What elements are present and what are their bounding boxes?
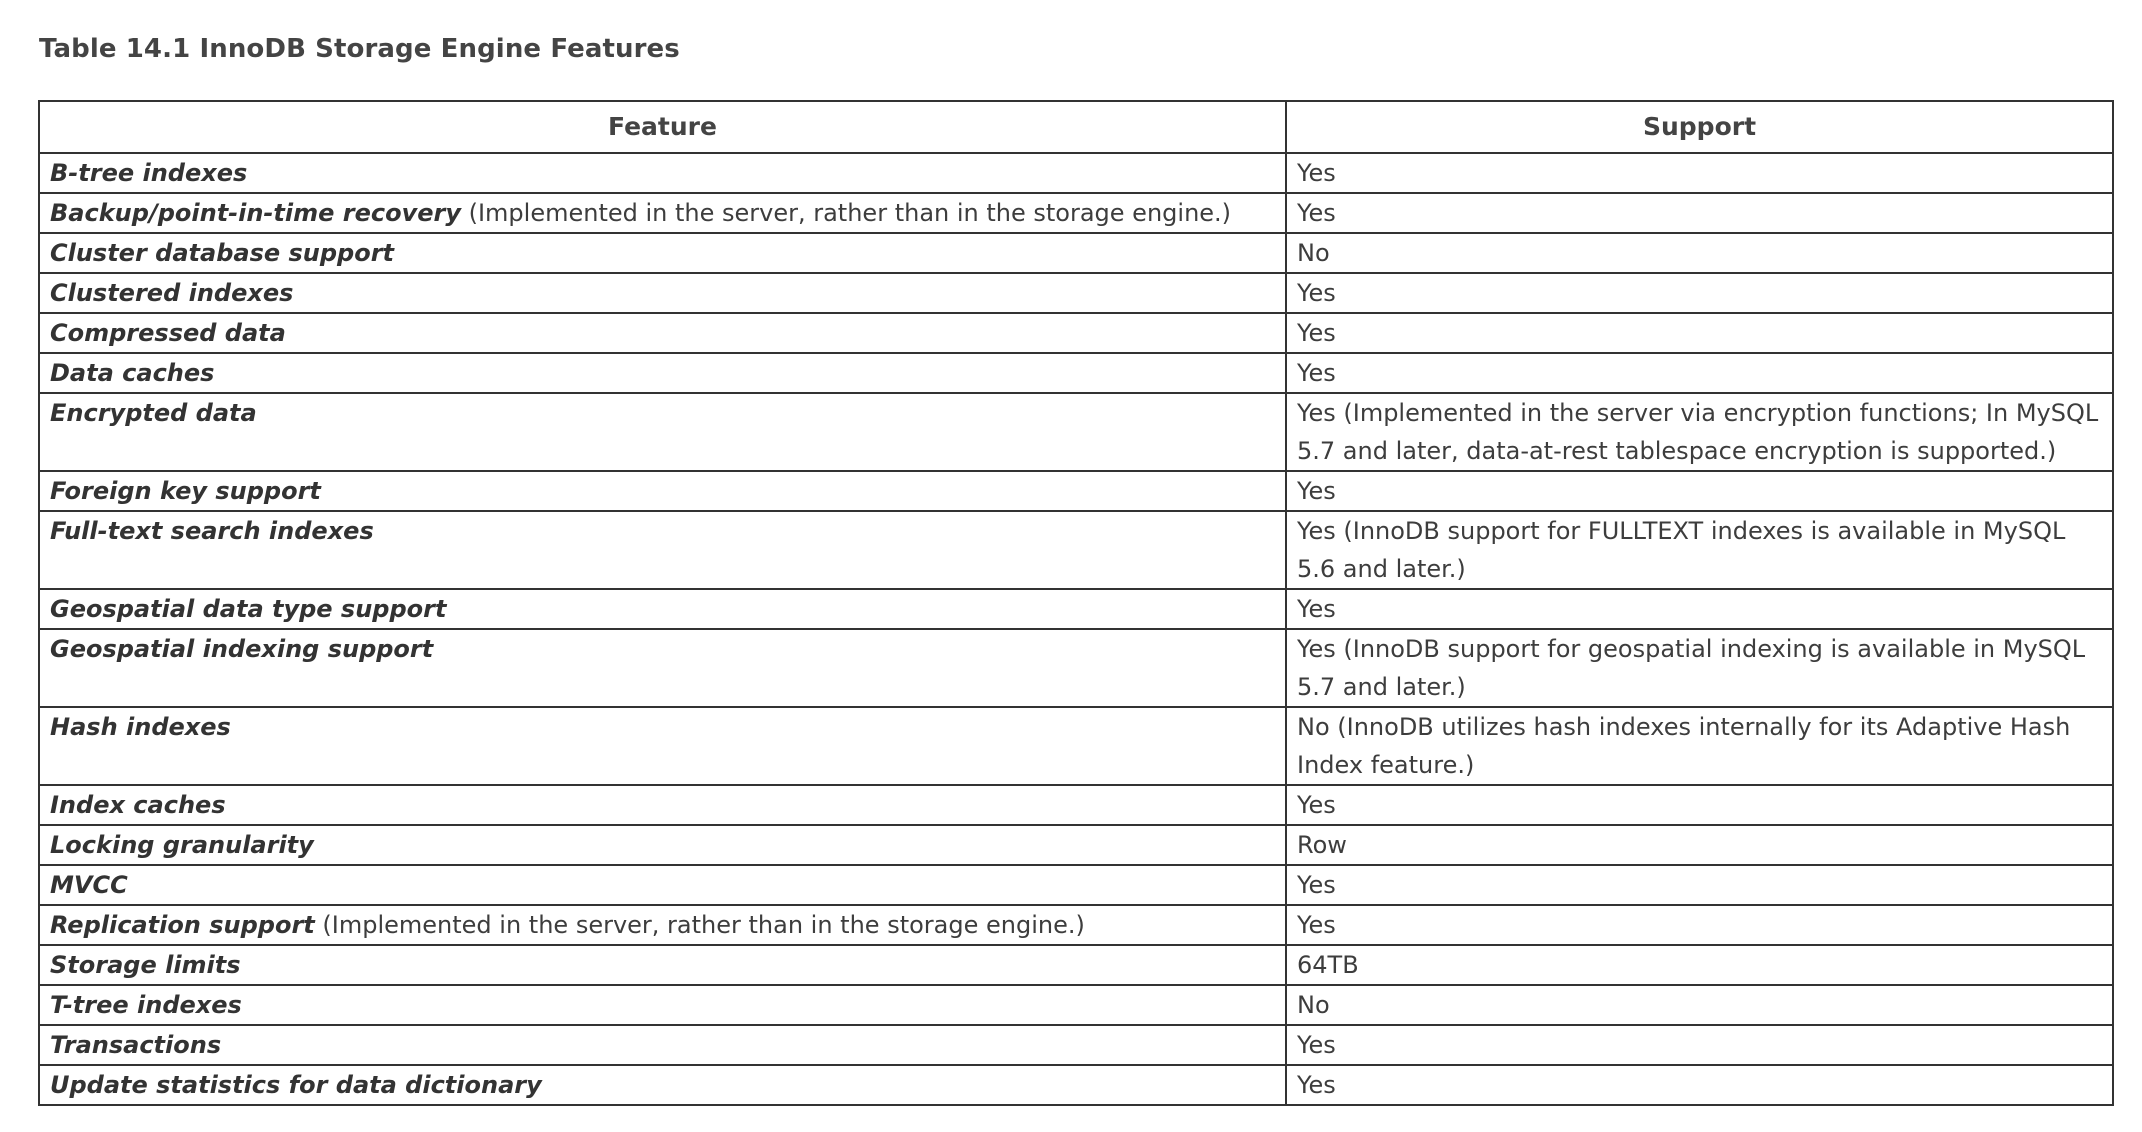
feature-name: T-tree indexes: [50, 991, 242, 1019]
table-row: [39, 865, 2113, 905]
support-cell: Yes (InnoDB support for geospatial indexing is available in MySQL 5.7 and later.): [1286, 629, 2113, 707]
feature-cell: [39, 193, 1286, 233]
feature-note: (Implemented in the server, rather than in the storage engine.): [314, 911, 1085, 939]
feature-cell: [39, 707, 1286, 785]
feature-name: Data caches: [50, 359, 215, 387]
table-row: [39, 589, 2113, 629]
feature-name: Replication support: [50, 911, 315, 939]
support-cell: Yes (Implemented in the server via encryption functions; In MySQL 5.7 and later, data-at-rest tablespace encryption is supported.): [1286, 393, 2113, 471]
support-cell: 64TB: [1286, 945, 2113, 985]
feature-cell: [39, 233, 1286, 273]
feature-name: Clustered indexes: [50, 279, 294, 307]
table-row: [39, 825, 2113, 865]
table-body: [39, 153, 2113, 1105]
feature-name: Geospatial data type support: [50, 595, 447, 623]
feature-cell: [39, 589, 1286, 629]
support-cell: Yes: [1286, 865, 2113, 905]
table-row: [39, 629, 2113, 707]
support-cell: No (InnoDB utilizes hash indexes internally for its Adaptive Hash Index feature.): [1286, 707, 2113, 785]
table-row: [39, 233, 2113, 273]
feature-name: Compressed data: [50, 319, 286, 347]
feature-name: Update statistics for data dictionary: [50, 1071, 542, 1099]
feature-note: (Implemented in the server, rather than in the storage engine.): [460, 199, 1232, 227]
support-cell: Yes: [1286, 1025, 2113, 1065]
feature-cell: [39, 1065, 1286, 1105]
feature-cell: [39, 353, 1286, 393]
support-cell: Yes: [1286, 273, 2113, 313]
table-row: [39, 353, 2113, 393]
table-row: [39, 193, 2113, 233]
feature-name: Hash indexes: [50, 713, 231, 741]
feature-name: Full-text search indexes: [50, 517, 374, 545]
feature-cell: [39, 273, 1286, 313]
table-row: [39, 313, 2113, 353]
table-row: [39, 905, 2113, 945]
table-row: [39, 707, 2113, 785]
support-cell: No: [1286, 233, 2113, 273]
support-cell: Yes (InnoDB support for FULLTEXT indexes is available in MySQL 5.6 and later.): [1286, 511, 2113, 589]
feature-name: Backup/point-in-time recovery: [50, 199, 461, 227]
feature-cell: [39, 825, 1286, 865]
feature-cell: [39, 865, 1286, 905]
column-header-feature: Feature: [39, 101, 1286, 153]
support-cell: Yes: [1286, 153, 2113, 193]
feature-cell: [39, 985, 1286, 1025]
feature-name: Foreign key support: [50, 477, 321, 505]
feature-name: Locking granularity: [50, 831, 314, 859]
table-row: [39, 945, 2113, 985]
feature-cell: [39, 393, 1286, 471]
table-row: [39, 393, 2113, 471]
support-cell: Row: [1286, 825, 2113, 865]
feature-name: MVCC: [50, 871, 128, 899]
table-caption: Table 14.1 InnoDB Storage Engine Features: [39, 34, 680, 64]
table-row: [39, 1025, 2113, 1065]
table-row: [39, 153, 2113, 193]
feature-cell: [39, 1025, 1286, 1065]
feature-name: Index caches: [50, 791, 226, 819]
support-cell: Yes: [1286, 471, 2113, 511]
feature-cell: [39, 153, 1286, 193]
feature-cell: [39, 785, 1286, 825]
feature-name: Storage limits: [50, 951, 241, 979]
support-cell: Yes: [1286, 353, 2113, 393]
support-cell: Yes: [1286, 1065, 2113, 1105]
table-row: [39, 785, 2113, 825]
feature-name: Encrypted data: [50, 399, 257, 427]
features-table: [38, 100, 2114, 1106]
table-row: [39, 985, 2113, 1025]
table-row: [39, 511, 2113, 589]
support-cell: Yes: [1286, 313, 2113, 353]
support-cell: Yes: [1286, 193, 2113, 233]
feature-name: B-tree indexes: [50, 159, 248, 187]
table-row: [39, 1065, 2113, 1105]
feature-cell: [39, 511, 1286, 589]
feature-cell: [39, 905, 1286, 945]
feature-cell: [39, 629, 1286, 707]
feature-name: Cluster database support: [50, 239, 395, 267]
header-row: [39, 101, 2113, 153]
feature-cell: [39, 945, 1286, 985]
feature-cell: [39, 471, 1286, 511]
feature-name: Transactions: [50, 1031, 222, 1059]
support-cell: Yes: [1286, 589, 2113, 629]
feature-name: Geospatial indexing support: [50, 635, 434, 663]
column-header-support: Support: [1286, 101, 2113, 153]
support-cell: No: [1286, 985, 2113, 1025]
feature-cell: [39, 313, 1286, 353]
support-cell: Yes: [1286, 905, 2113, 945]
table-row: [39, 471, 2113, 511]
table-row: [39, 273, 2113, 313]
support-cell: Yes: [1286, 785, 2113, 825]
table-header: [39, 101, 2113, 153]
